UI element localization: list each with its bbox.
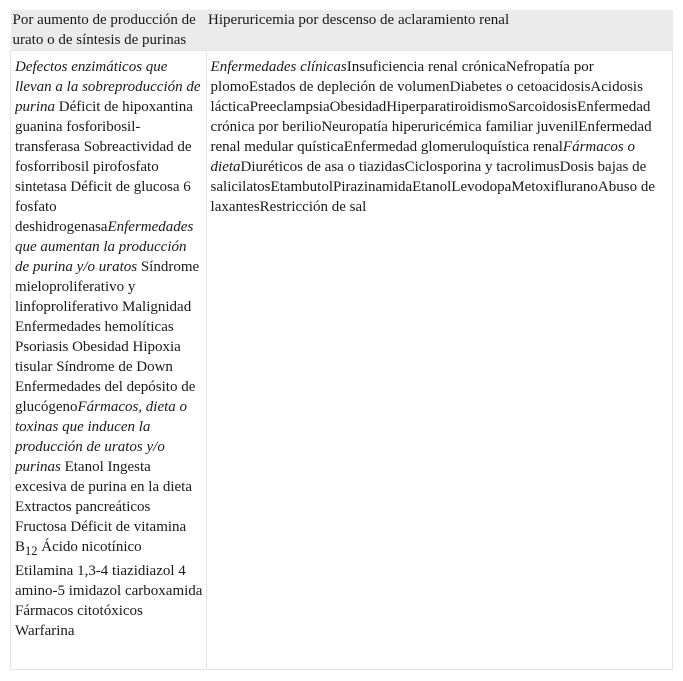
subheading-drugs-diet-toxins: Fármacos, dieta o toxinas que inducen la producción de uratos y/o purinas xyxy=(15,399,188,475)
subheading-clinical-diseases: Enfermedades clínicas xyxy=(210,59,347,75)
list-clinical-diseases: Insuficiencia renal crónicaNefropatía por plomoEstados de depleción de volumenDiabetes o cetoacidosisAcidosis lácticaPreeclampsiaObesidadHiperparatiroidismoSarcoidosisEnfermedad crónica por berilioNeuropatía hiperuricémica familiar juvenilEnfermedad renal medular quísticaEnfermedad glomeruloquística renal xyxy=(210,59,652,155)
cell-overproduction xyxy=(11,51,207,670)
list-drugs-diet: Diuréticos de asa o tiazidasCiclosporina y tacrolimusDosis bajas de salicilatosEtambutolPirazinamidaEtanolLevodopaMetoxifluranoAbuso de laxantesRestricción de sal xyxy=(210,159,656,215)
table-header-row xyxy=(11,10,673,51)
list-drugs-diet-toxins-cont: Ácido nicotínico Etilamina 1,3-4 tiazidiazol 4 amino-5 imidazol carboxamida Fármacos citotóxicos Warfarina xyxy=(15,539,203,639)
subheading-diseases: Enfermedades que aumentan la producción de purina y/o uratos xyxy=(15,219,194,275)
cell-reduced-clearance xyxy=(206,51,672,670)
causes-table xyxy=(10,10,673,670)
vitamin-subscript: 12 xyxy=(25,544,38,558)
list-diseases: Síndrome mieloproliferativo y linfoproliferativo Malignidad Enfermedades hemolíticas Psoriasis Obesidad Hipoxia tisular Síndrome de Down Enfermedades del depósito de glucógeno xyxy=(15,259,200,415)
table-row xyxy=(11,51,673,670)
list-enzyme-defects: Déficit de hipoxantina guanina fosforibosil-transferasa Sobreactividad de fosforribosil pirofosfato sintetasa Déficit de glucosa 6 fosfato deshidrogenasa xyxy=(15,99,193,235)
header-reduced-clearance: Hiperuricemia por descenso de aclaramiento renal xyxy=(206,10,672,51)
list-drugs-diet-toxins: Etanol Ingesta excesiva de purina en la dieta Extractos pancreáticos Fructosa Déficit de vitamina B xyxy=(15,459,192,555)
subheading-drugs-diet: Fármacos o dieta xyxy=(210,139,635,175)
cell-reduced-clearance-content xyxy=(211,57,673,217)
header-overproduction: Por aumento de producción de urato o de síntesis de purinas xyxy=(11,10,207,51)
cell-overproduction-content xyxy=(15,57,203,669)
subheading-enzyme-defects: Defectos enzimáticos que llevan a la sobreproducción de purina xyxy=(15,59,201,115)
